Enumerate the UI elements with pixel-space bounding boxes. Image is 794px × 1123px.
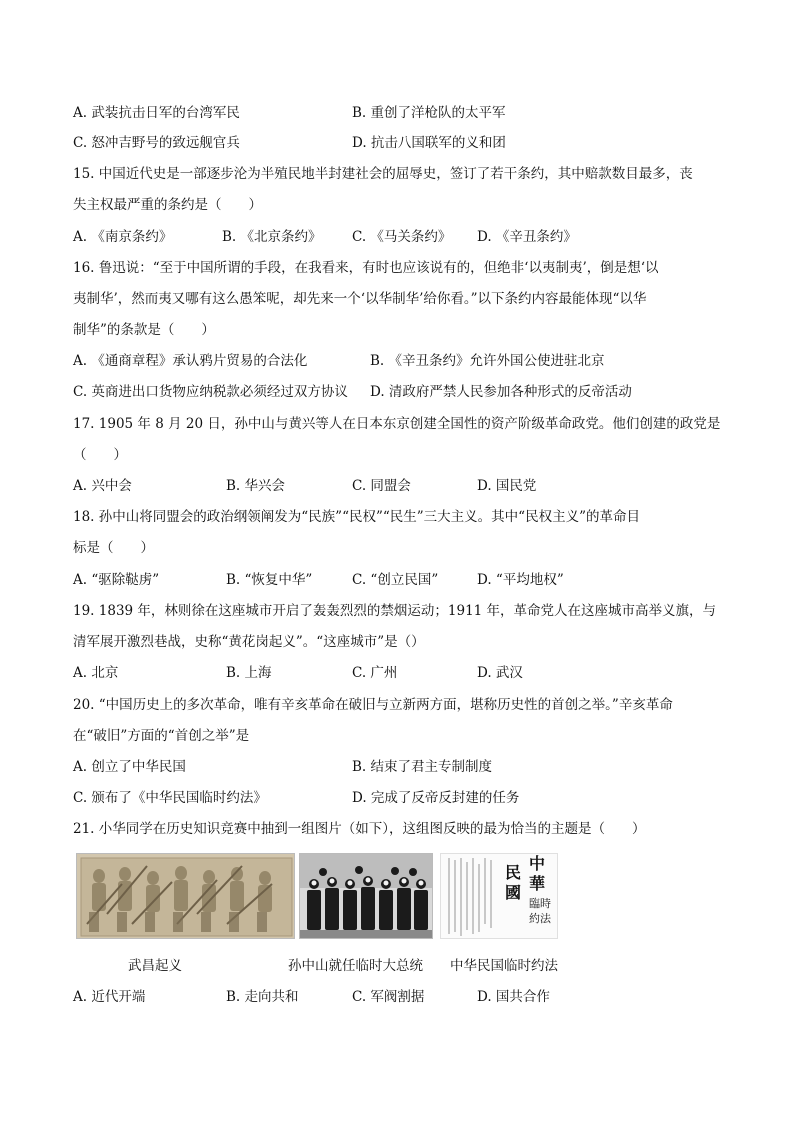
svg-text:國: 國 xyxy=(505,883,522,902)
q20-option-a: A. 创立了中华民国 xyxy=(73,759,186,775)
q16-option-a: A. 《通商章程》承认鸦片贸易的合法化 xyxy=(73,353,308,369)
provisional-constitution-document-image xyxy=(440,853,558,939)
wuchang-uprising-relief-image xyxy=(76,853,295,939)
q20-option-c: C. 颁布了《中华民国临时约法》 xyxy=(73,790,267,806)
q17-option-b: B. 华兴会 xyxy=(226,478,286,494)
q19-stem-line1: 19. 1839 年，林则徐在这座城市开启了轰轰烈烈的禁烟运动；1911 年，革命党人在这座城市高举义旗，与 xyxy=(73,603,717,619)
svg-text:臨時: 臨時 xyxy=(529,897,551,910)
q21-option-a: A. 近代开端 xyxy=(73,989,146,1005)
q18-option-c: C. “创立民国” xyxy=(352,572,439,588)
q15-stem-line1: 15. 中国近代史是一部逐步沦为半殖民地半封建社会的屈辱史，签订了若干条约，其中赔款数目最多，丧 xyxy=(73,166,693,182)
q21-stem-line1: 21. 小华同学在历史知识竞赛中抽到一组图片（如下），这组图反映的最为恰当的主题是（ ） xyxy=(73,821,646,837)
svg-text:中: 中 xyxy=(529,854,546,873)
q14-option-c: C. 怒冲吉野号的致远舰官兵 xyxy=(73,135,240,151)
q16-stem-line1: 16. 鲁迅说：“至于中国所谓的手段，在我看来，有时也应该说有的，但绝非‘以夷制夷’，倒是想‘以 xyxy=(73,260,659,276)
q20-stem-line2: 在“破旧”方面的“首创之举”是 xyxy=(73,728,250,744)
q21-option-d: D. 国共合作 xyxy=(477,989,550,1005)
q20-option-b: B. 结束了君主专制制度 xyxy=(352,759,493,775)
q19-option-d: D. 武汉 xyxy=(477,665,523,681)
q15-option-d: D. 《辛丑条约》 xyxy=(477,229,577,245)
image-caption-3: 中华民国临时约法 xyxy=(450,958,558,974)
svg-text:華: 華 xyxy=(529,874,546,893)
q15-option-a: A. 《南京条约》 xyxy=(73,229,173,245)
q21-option-b: B. 走向共和 xyxy=(226,989,299,1005)
q20-stem-line1: 20. “中国历史上的多次革命，唯有辛亥革命在破旧与立新两方面，堪称历史性的首创之举。”辛亥革命 xyxy=(73,697,673,713)
q19-stem-line2: 清军展开激烈巷战，史称“黄花岗起义”。“这座城市”是（） xyxy=(73,634,425,650)
q16-stem-line3: 制华”的条款是（ ） xyxy=(73,322,215,338)
q16-option-d: D. 清政府严禁人民参加各种形式的反帝活动 xyxy=(370,384,632,400)
q14-option-a: A. 武装抗击日军的台湾军民 xyxy=(73,105,240,121)
q19-option-a: A. 北京 xyxy=(73,665,119,681)
q16-stem-line2: 夷制华’，然而夷又哪有这么愚笨呢，却先来一个‘以华制华’给你看。”以下条约内容最能体现“以华 xyxy=(73,291,647,307)
q18-option-a: A. “驱除鞑虏” xyxy=(73,572,160,588)
q21-option-c: C. 军阀割据 xyxy=(352,989,425,1005)
q14-option-d: D. 抗击八国联军的义和团 xyxy=(352,135,506,151)
sun-yatsen-inauguration-photo xyxy=(299,853,433,939)
q14-option-b: B. 重创了洋枪队的太平军 xyxy=(352,105,506,121)
q17-stem-line1: 17. 1905 年 8 月 20 日，孙中山与黄兴等人在日本东京创建全国性的资产阶级革命政党。他们创建的政党是 xyxy=(73,416,721,432)
q15-option-c: C. 《马关条约》 xyxy=(352,229,452,245)
q19-option-b: B. 上海 xyxy=(226,665,272,681)
q18-stem-line2: 标是（ ） xyxy=(73,540,154,556)
q16-option-b: B. 《辛丑条约》允许外国公使进驻北京 xyxy=(370,353,605,369)
q18-option-b: B. “恢复中华” xyxy=(226,572,313,588)
q16-option-c: C. 英商进出口货物应纳税款必须经过双方协议 xyxy=(73,384,348,400)
q18-stem-line1: 18. 孙中山将同盟会的政治纲领阐发为“民族”“民权”“民生”三大主义。其中“民权主义”的革命目 xyxy=(73,509,640,525)
q20-option-d: D. 完成了反帝反封建的任务 xyxy=(352,790,520,806)
q18-option-d: D. “平均地权” xyxy=(477,572,564,588)
svg-text:約法: 約法 xyxy=(529,912,551,925)
q15-option-b: B. 《北京条约》 xyxy=(222,229,322,245)
q17-option-d: D. 国民党 xyxy=(477,478,537,494)
image-caption-1: 武昌起义 xyxy=(128,958,182,974)
q17-option-a: A. 兴中会 xyxy=(73,478,132,494)
image-caption-2: 孙中山就任临时大总统 xyxy=(288,958,423,974)
svg-text:民: 民 xyxy=(505,863,522,882)
q15-stem-line2: 失主权最严重的条约是（ ） xyxy=(73,197,262,213)
q19-option-c: C. 广州 xyxy=(352,665,398,681)
q17-option-c: C. 同盟会 xyxy=(352,478,411,494)
q17-stem-line2: （ ） xyxy=(73,447,127,463)
